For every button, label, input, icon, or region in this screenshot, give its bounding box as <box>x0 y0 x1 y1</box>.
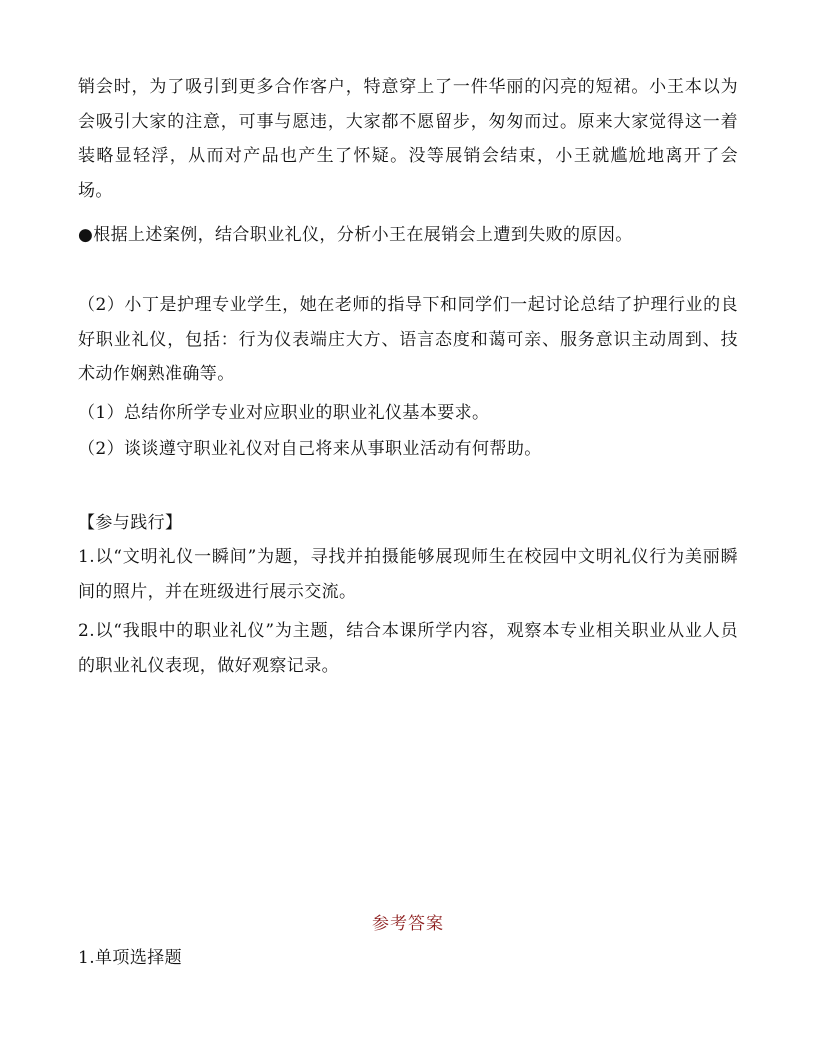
case-paragraph: 销会时，为了吸引到更多合作客户，特意穿上了一件华丽的闪亮的短裙。小王本以为会吸引大家的注意，可事与愿违，大家都不愿留步，匆匆而过。原来大家觉得这一着装略显轻浮，从而对产品也产生了怀疑。没等展销会结束，小王就尴尬地离开了会场。 <box>78 77 738 201</box>
practice-task-2: 2.以“我眼中的职业礼仪”为主题，结合本课所学内容，观察本专业相关职业从业人员的职业礼仪表现，做好观察记录。 <box>78 621 738 676</box>
practice-task-1: 1.以“文明礼仪一瞬间”为题，寻找并拍摄能够展现师生在校园中文明礼仪行为美丽瞬间的照片，并在班级进行展示交流。 <box>78 547 738 602</box>
case2-paragraph: （2）小丁是护理专业学生，她在老师的指导下和同学们一起讨论总结了护理行业的良好职业礼仪，包括：行为仪表端庄大方、语言态度和蔼可亲、服务意识主动周到、技术动作娴熟准确等。 <box>78 295 738 384</box>
answer-title: 参考答案 <box>372 914 444 934</box>
case2-subquestion-2: （2）谈谈遵守职业礼仪对自己将来从事职业活动有何帮助。 <box>78 439 542 459</box>
practice-heading: 【参与践行】 <box>78 513 183 533</box>
case2-subquestion-1: （1）总结你所学专业对应职业的职业礼仪基本要求。 <box>78 403 490 423</box>
answer-section-heading: 1.单项选择题 <box>78 948 183 968</box>
case-question: ●根据上述案例，结合职业礼仪，分析小王在展销会上遭到失败的原因。 <box>78 225 633 245</box>
